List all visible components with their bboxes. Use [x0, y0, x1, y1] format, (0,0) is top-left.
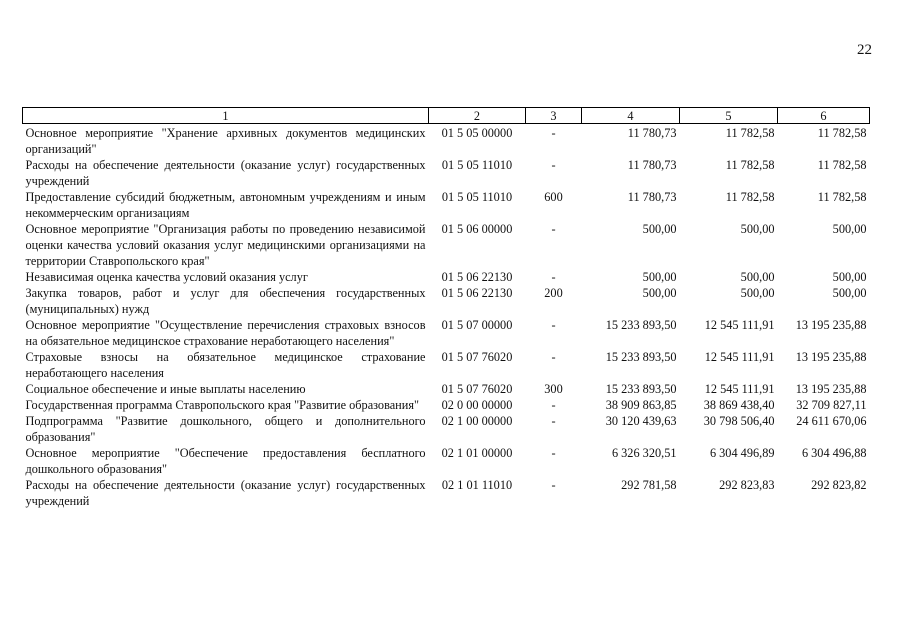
row-value-3: 13 195 235,88 — [795, 318, 867, 332]
row-value-3: 13 195 235,88 — [795, 350, 867, 364]
row-value-1: 6 326 320,51 — [611, 446, 677, 460]
row-code: 01 5 05 00000 — [441, 126, 513, 140]
row-value-1: 11 780,73 — [627, 190, 677, 204]
table-header — [23, 108, 870, 124]
row-code: 02 1 01 11010 — [441, 478, 513, 492]
row-name: Расходы на обеспечение деятельности (оказание услуг) государственных учреждений — [25, 478, 426, 508]
row-value-1: 11 780,73 — [627, 126, 677, 140]
row-expense-type: - — [551, 158, 556, 172]
row-expense-type: - — [551, 414, 556, 428]
row-value-2: 11 782,58 — [725, 126, 775, 140]
row-code: 01 5 06 00000 — [441, 222, 513, 236]
row-value-1: 11 780,73 — [627, 158, 677, 172]
table-row — [23, 349, 870, 381]
header-col-1: 1 — [23, 108, 429, 124]
table-row — [23, 269, 870, 285]
row-name: Расходы на обеспечение деятельности (оказание услуг) государственных учреждений — [25, 158, 426, 188]
row-expense-type: - — [551, 318, 556, 332]
row-name: Основное мероприятие "Организация работы по проведению независимой оценки качества условий оказания услуг медицинскими организациями на территории Ставропольского края" — [25, 222, 426, 268]
row-value-2: 30 798 506,40 — [703, 414, 775, 428]
row-value-1: 292 781,58 — [621, 478, 677, 492]
row-value-3: 13 195 235,88 — [795, 382, 867, 396]
row-value-2: 6 304 496,89 — [709, 446, 775, 460]
row-value-3: 11 782,58 — [817, 158, 867, 172]
table-body — [23, 124, 870, 510]
row-value-2: 500,00 — [740, 222, 775, 236]
row-name: Основное мероприятие "Хранение архивных документов медицинских организаций" — [25, 126, 426, 156]
row-name: Страховые взносы на обязательное медицинское страхование неработающего населения — [25, 350, 426, 380]
header-col-3: 3 — [526, 108, 582, 124]
row-value-2: 500,00 — [740, 270, 775, 284]
row-code: 01 5 07 76020 — [441, 382, 513, 396]
row-value-2: 12 545 111,91 — [704, 318, 775, 332]
row-value-3: 24 611 670,06 — [796, 414, 867, 428]
row-value-3: 500,00 — [832, 270, 867, 284]
row-value-2: 11 782,58 — [725, 190, 775, 204]
row-code: 01 5 05 11010 — [441, 190, 513, 204]
row-value-2: 12 545 111,91 — [704, 350, 775, 364]
row-code: 01 5 07 76020 — [441, 350, 513, 364]
header-col-2: 2 — [429, 108, 526, 124]
row-code: 02 0 00 00000 — [441, 398, 513, 412]
row-code: 02 1 01 00000 — [441, 446, 513, 460]
row-expense-type: - — [551, 478, 556, 492]
row-name: Независимая оценка качества условий оказания услуг — [25, 270, 308, 284]
row-value-3: 11 782,58 — [817, 126, 867, 140]
row-name: Подпрограмма "Развитие дошкольного, общего и дополнительного образования" — [25, 414, 426, 444]
table-row — [23, 317, 870, 349]
row-value-2: 12 545 111,91 — [704, 382, 775, 396]
table-row — [23, 413, 870, 445]
table-row — [23, 124, 870, 158]
row-value-1: 15 233 893,50 — [605, 382, 677, 396]
header-row — [23, 108, 870, 124]
row-name: Основное мероприятие "Осуществление перечисления страховых взносов на обязательное медицинское страхование неработающего населения" — [25, 318, 426, 348]
row-name: Основное мероприятие "Обеспечение предоставления бесплатного дошкольного образования" — [25, 446, 426, 476]
row-value-2: 38 869 438,40 — [703, 398, 775, 412]
table-row — [23, 477, 870, 509]
row-value-3: 6 304 496,88 — [801, 446, 867, 460]
table-row — [23, 445, 870, 477]
row-value-2: 11 782,58 — [725, 158, 775, 172]
row-expense-type: - — [551, 270, 556, 284]
row-expense-type: - — [551, 446, 556, 460]
row-value-3: 500,00 — [832, 286, 867, 300]
row-value-1: 500,00 — [642, 286, 677, 300]
row-value-1: 30 120 439,63 — [605, 414, 677, 428]
row-value-2: 500,00 — [740, 286, 775, 300]
table-row — [23, 221, 870, 269]
row-code: 01 5 05 11010 — [441, 158, 513, 172]
row-code: 01 5 07 00000 — [441, 318, 513, 332]
row-name: Предоставление субсидий бюджетным, автономным учреждениям и иным некоммерческим организациям — [25, 190, 426, 220]
row-value-3: 500,00 — [832, 222, 867, 236]
row-expense-type: - — [551, 398, 556, 412]
row-expense-type: 200 — [544, 286, 563, 300]
row-expense-type: 300 — [544, 382, 563, 396]
row-value-1: 38 909 863,85 — [605, 398, 677, 412]
row-expense-type: - — [551, 222, 556, 236]
budget-table — [22, 107, 870, 509]
row-value-3: 292 823,82 — [811, 478, 867, 492]
header-col-4: 4 — [582, 108, 680, 124]
header-col-6: 6 — [778, 108, 870, 124]
table-row — [23, 381, 870, 397]
row-value-3: 11 782,58 — [817, 190, 867, 204]
row-name: Закупка товаров, работ и услуг для обеспечения государственных (муниципальных) нужд — [25, 286, 426, 316]
row-name: Государственная программа Ставропольского края "Развитие образования" — [25, 398, 420, 412]
table-row — [23, 397, 870, 413]
row-value-1: 500,00 — [642, 222, 677, 236]
row-value-2: 292 823,83 — [719, 478, 775, 492]
row-expense-type: - — [551, 350, 556, 364]
row-name: Социальное обеспечение и иные выплаты населению — [25, 382, 306, 396]
table-row — [23, 285, 870, 317]
row-value-1: 500,00 — [642, 270, 677, 284]
page-number: 22 — [857, 42, 872, 58]
table-row — [23, 189, 870, 221]
row-code: 01 5 06 22130 — [441, 286, 513, 300]
row-value-3: 32 709 827,11 — [796, 398, 867, 412]
row-code: 02 1 00 00000 — [441, 414, 513, 428]
row-code: 01 5 06 22130 — [441, 270, 513, 284]
row-value-1: 15 233 893,50 — [605, 318, 677, 332]
row-expense-type: 600 — [544, 190, 563, 204]
table-row — [23, 157, 870, 189]
header-col-5: 5 — [680, 108, 778, 124]
row-value-1: 15 233 893,50 — [605, 350, 677, 364]
row-expense-type: - — [551, 126, 556, 140]
